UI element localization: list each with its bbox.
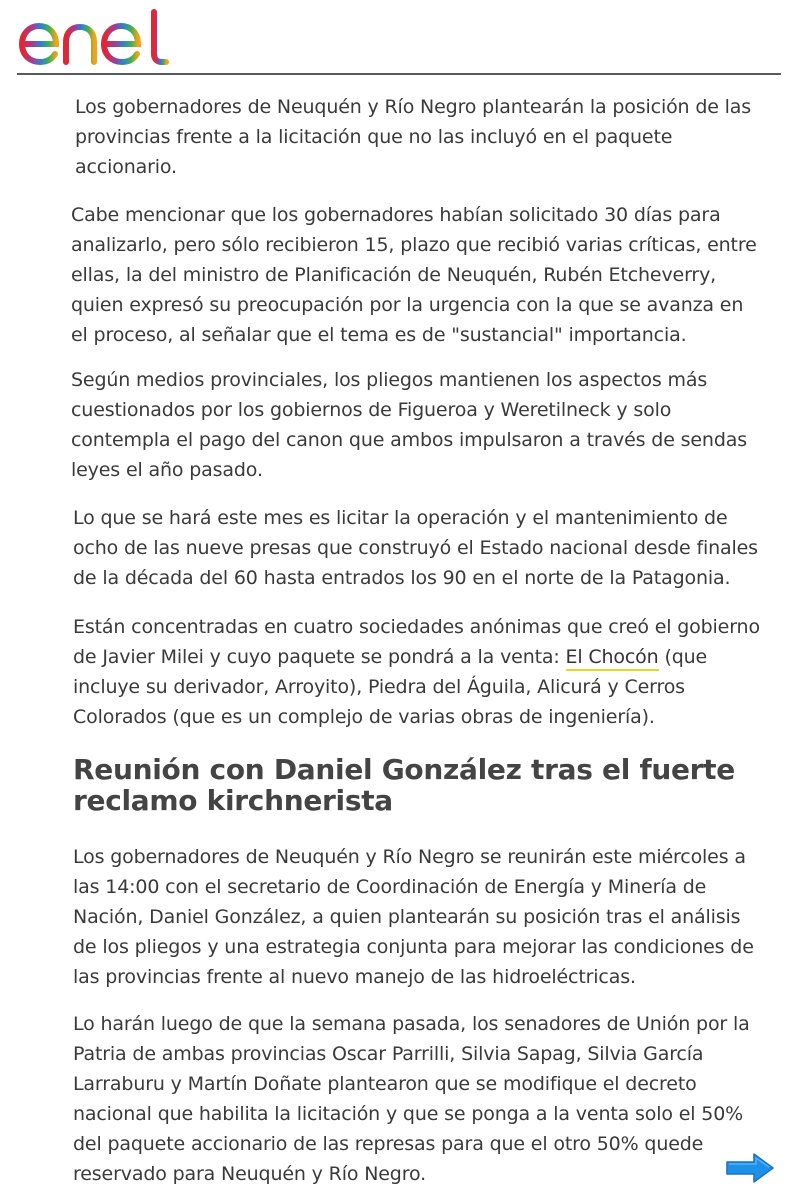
- section-heading: Reunión con Daniel González tras el fuerte reclamo kirchnerista: [73, 753, 735, 817]
- article-paragraph-1: Los gobernadores de Neuquén y Río Negro plantearán la posición de las provincias frente a la licitación que no las incluyó en el paquete accionario.: [75, 96, 752, 178]
- article-paragraph-6: Los gobernadores de Neuquén y Río Negro se reunirán este miércoles a las 14:00 con el secretario de Coordinación de Energía y Minería de Nación, Daniel González, a quien plantearán su posición tras el análisis de los pliegos y una estrategia conjunta para mejorar las condiciones de las provincias frente al nuevo manejo de las hidroeléctricas.: [73, 846, 754, 988]
- arrow-right-icon[interactable]: [724, 1151, 776, 1185]
- article-paragraph-7: Lo harán luego de que la semana pasada, los senadores de Unión por la Patria de ambas provincias Oscar Parrilli, Silvia Sapag, Silvia García Larraburu y Martín Doñate plantearon que se modifique el decreto nacional que habilita la licitación y que se ponga a la venta solo el 50% del paquete accionario de las represas para que el otro 50% quede reservado para Neuquén y Río Negro.: [73, 1013, 750, 1185]
- article-paragraph-3: Según medios provinciales, los pliegos mantienen los aspectos más cuestionados por los gobiernos de Figueroa y Weretilneck y solo contempla el pago del canon que ambos impulsaron a través de sendas leyes el año pasado.: [71, 369, 747, 481]
- enel-logo[interactable]: [16, 6, 176, 68]
- paragraph-5-text-start: Están concentradas en cuatro sociedades anónimas que creó el gobierno de Javier Milei y cuyo paquete se pondrá a la venta:: [73, 616, 760, 668]
- paragraph-5-text-end: (que incluye su derivador, Arroyito), Piedra del Águila, Alicurá y Cerros Colorados (que es un complejo de varias obras de ingeniería).: [73, 646, 708, 728]
- article-paragraph-4: Lo que se hará este mes es licitar la operación y el mantenimiento de ocho de las nueve presas que construyó el Estado nacional desde finales de la década del 60 hasta entrados los 90 en el norte de la Patagonia.: [73, 507, 758, 589]
- site-header: [0, 0, 800, 76]
- header-divider: [17, 73, 781, 75]
- el-chocon-link[interactable]: El Chocón: [566, 646, 659, 671]
- article-paragraph-2: Cabe mencionar que los gobernadores habían solicitado 30 días para analizarlo, pero sólo recibieron 15, plazo que recibió varias críticas, entre ellas, la del ministro de Planificación de Neuquén, Rubén Etcheverry, quien expresó su preocupación por la urgencia con la que se avanza en el proceso, al señalar que el tema es de "sustancial" importancia.: [71, 204, 757, 346]
- article-paragraph-5: [73, 612, 763, 732]
